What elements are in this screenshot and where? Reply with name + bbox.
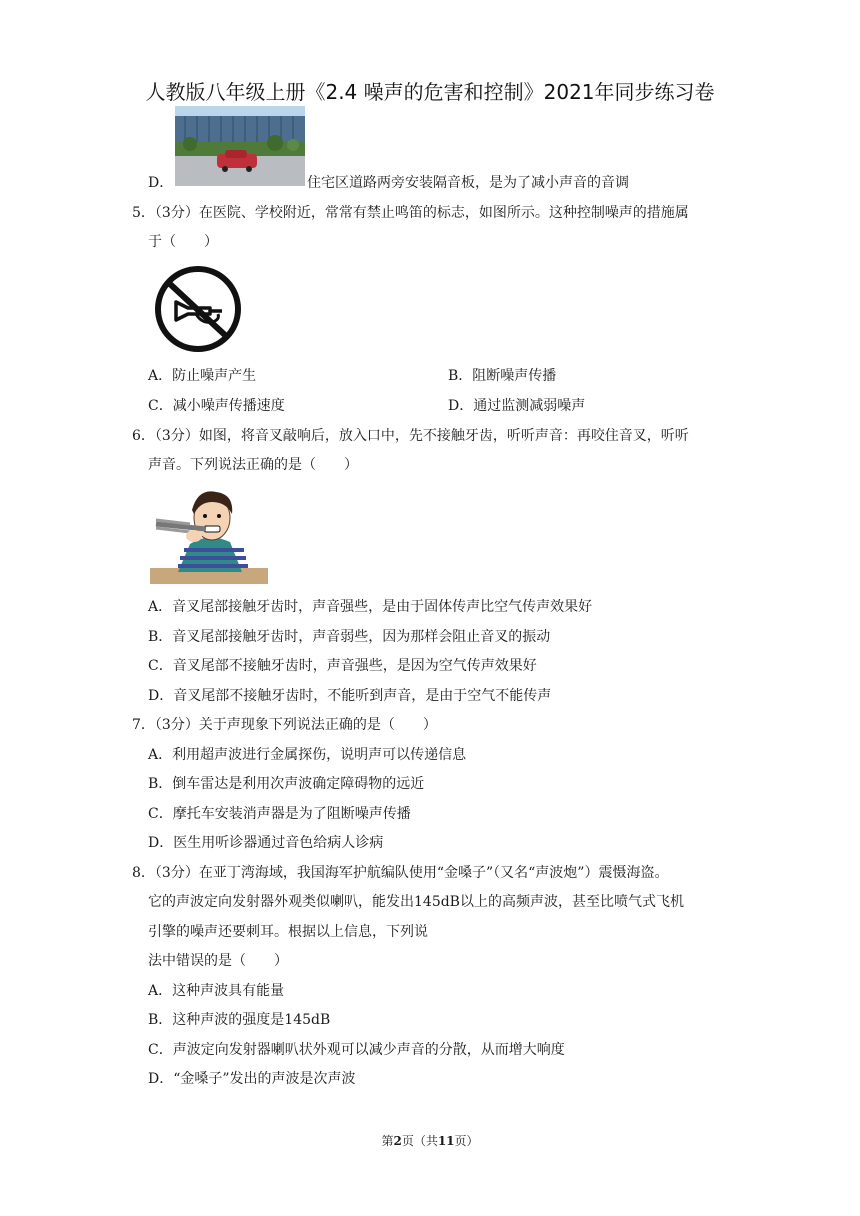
q4-option-d-text: 住宅区道路两旁安装隔音板，是为了减小声音的音调 (307, 175, 629, 191)
q8-stem-line2: 它的声波定向发射器外观类似喇叭，能发出145dB以上的高频声波，甚至比喷气式飞机 (148, 894, 684, 910)
q8-stem-line4: 法中错误的是（ ） (148, 953, 288, 969)
footer-prefix: 第 (381, 1134, 394, 1148)
q8-stem-line1: 8．（3分）在亚丁湾海域，我国海军护航编队使用“金嗓子”（又名“声波炮”）震慑海盗。 (132, 865, 669, 881)
footer-suffix: 页） (454, 1134, 479, 1148)
q6-option-d: D．音叉尾部不接触牙齿时，不能听到声音，是由于空气不能传声 (148, 688, 552, 704)
q8-option-d: D．“金嗓子”发出的声波是次声波 (148, 1071, 356, 1087)
q4-option-d-label: D． (148, 175, 174, 191)
q8-stem-line3: 引擎的噪声还要刺耳。根据以上信息，下列说 (148, 924, 428, 940)
q6-option-c: C．音叉尾部不接触牙齿时，声音强些，是因为空气传声效果好 (148, 658, 537, 674)
q8-option-c: C．声波定向发射器喇叭状外观可以减少声音的分散，从而增大响度 (148, 1042, 565, 1058)
q7-option-c: C．摩托车安装消声器是为了阻断噪声传播 (148, 806, 411, 822)
q5-stem-line2: 于（ ） (148, 234, 218, 250)
q7-option-b: B．倒车雷达是利用次声波确定障碍物的远近 (148, 776, 425, 792)
q5-option-d: D．通过监测减弱噪声 (448, 398, 586, 414)
q5-option-a: A．防止噪声产生 (148, 368, 257, 384)
q6-option-b: B．音叉尾部接触牙齿时，声音弱些，因为那样会阻止音叉的振动 (148, 629, 551, 645)
q8-option-a: A．这种声波具有能量 (148, 983, 285, 999)
q6-option-a: A．音叉尾部接触牙齿时，声音强些，是由于固体传声比空气传声效果好 (148, 599, 593, 615)
q7-option-d: D．医生用听诊器通过音色给病人诊病 (148, 835, 384, 851)
tuning-fork-boy-illustration (150, 484, 268, 584)
q5-option-b: B．阻断噪声传播 (448, 368, 557, 384)
page-title: 人教版八年级上册《2.4 噪声的危害和控制》2021年同步练习卷 (145, 80, 715, 104)
q6-stem-line2: 声音。下列说法正确的是（ ） (148, 457, 358, 473)
footer-page-number: 2 (393, 1134, 402, 1148)
q5-option-c: C．减小噪声传播速度 (148, 398, 285, 414)
footer-middle: 页（共 (401, 1134, 438, 1148)
q5-stem-line1: 5．（3分）在医院、学校附近，常常有禁止鸣笛的标志，如图所示。这种控制噪声的措施属 (132, 205, 689, 221)
q8-option-b: B．这种声波的强度是145dB (148, 1012, 331, 1028)
no-horn-sign-icon (152, 264, 244, 354)
q7-option-a: A．利用超声波进行金属探伤，说明声可以传递信息 (148, 747, 467, 763)
sound-barrier-photo (175, 106, 305, 186)
page-footer (0, 1132, 860, 1149)
footer-total-pages: 11 (437, 1134, 455, 1148)
q6-stem-line1: 6．（3分）如图，将音叉敲响后，放入口中，先不接触牙齿，听听声音：再咬住音叉，听听 (132, 428, 689, 444)
q7-stem: 7．（3分）关于声现象下列说法正确的是（ ） (132, 717, 437, 733)
